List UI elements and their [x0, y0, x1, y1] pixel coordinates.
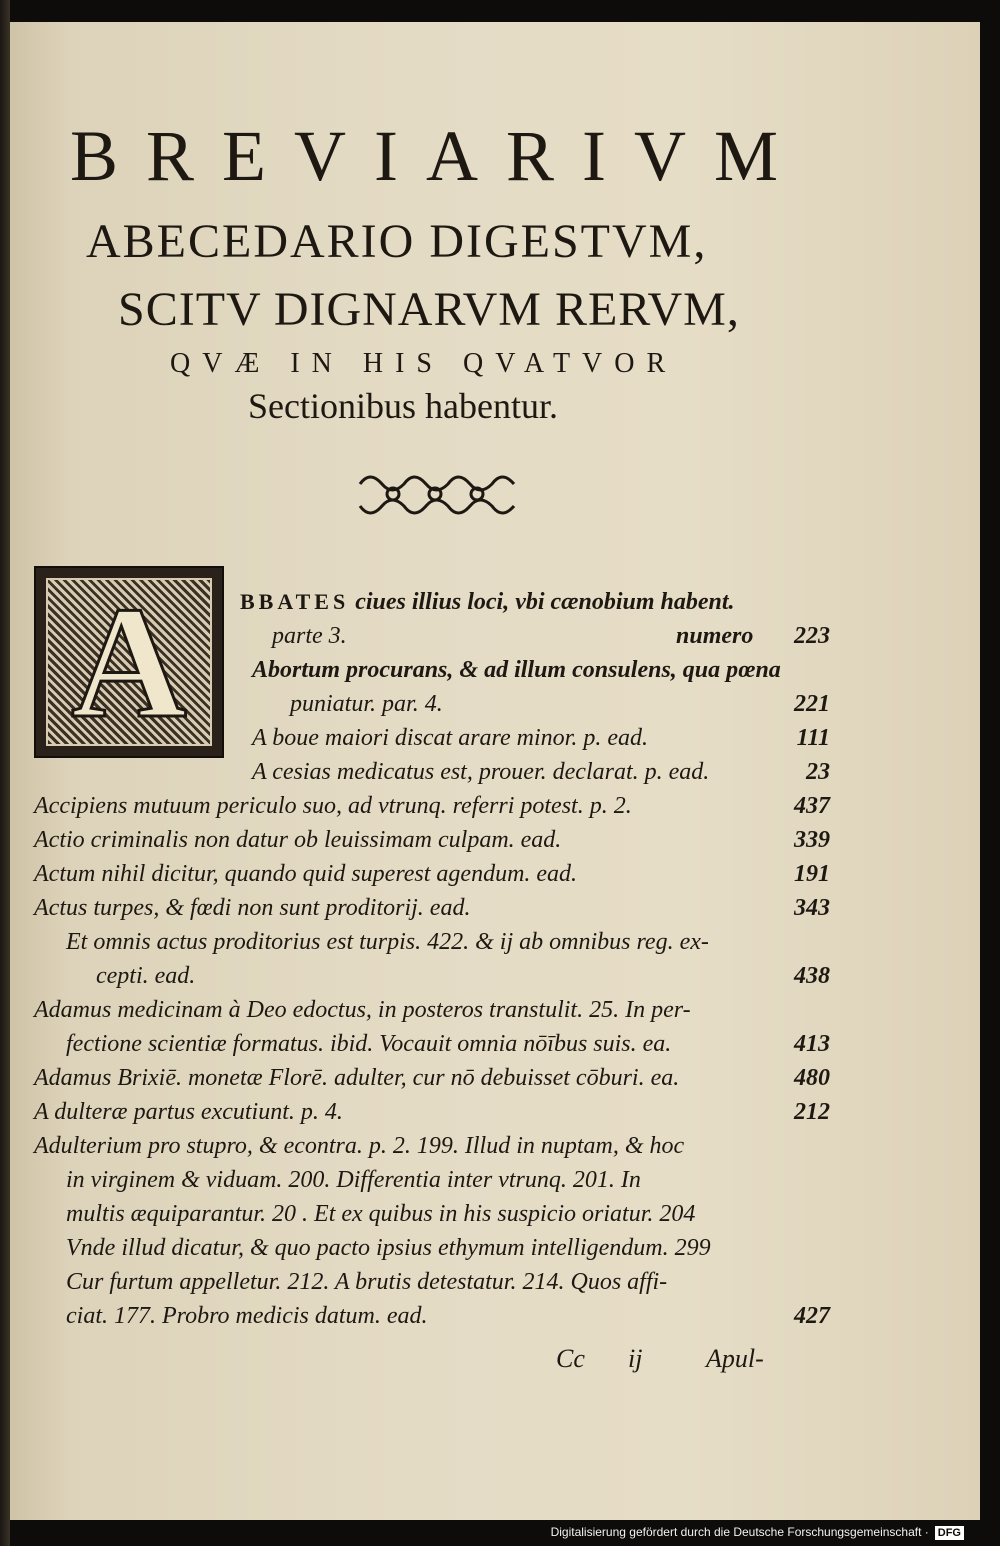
title-line-1: BREVIARIVM — [70, 116, 807, 196]
decorated-initial — [34, 566, 224, 758]
ornament-icon — [350, 466, 520, 522]
entry-text: ciues illius loci, vbi cænobium habent. — [355, 589, 735, 615]
index-entry: ciat. 177. Probro medicis datum. ead. — [66, 1303, 428, 1329]
index-entry: Actum nihil dicitur, quando quid superest agendum. ead. — [34, 861, 578, 887]
index-entry: A cesias medicatus est, prouer. declarat. p. ead. — [252, 759, 710, 785]
page-number: 191 — [794, 861, 830, 887]
entry-head: BBATES — [240, 589, 350, 614]
book-page — [10, 22, 980, 1520]
index-entry: Adamus medicinam à Deo edoctus, in posteros transtulit. 25. In per- — [34, 997, 691, 1023]
page-number: 339 — [794, 827, 830, 853]
index-entry: Accipiens mutuum periculo suo, ad vtrunq. referri potest. p. 2. — [34, 793, 632, 819]
index-entry: Adamus Brixiē. monetæ Florē. adulter, cur nō debuisset cōburi. ea. — [34, 1065, 680, 1091]
index-entry-label: numero — [676, 623, 754, 649]
index-entry: A boue maiori discat arare minor. p. ead. — [252, 725, 648, 751]
index-entry: Actus turpes, & fœdi non sunt proditorij. ead. — [34, 895, 471, 921]
page-number: 437 — [794, 793, 830, 819]
title-line-4: QVÆ IN HIS QVATVOR — [170, 348, 678, 379]
page-number: 212 — [794, 1099, 830, 1125]
page-number: 427 — [794, 1303, 830, 1329]
initial-letter: A — [71, 573, 187, 751]
page-number: 343 — [794, 895, 830, 921]
index-entry: Abortum procurans, & ad illum consulens, qua pœna — [252, 657, 781, 683]
credit-text: Digitalisierung gefördert durch die Deutsche Forschungsgemeinschaft · — [550, 1525, 929, 1539]
page-number: 413 — [794, 1031, 830, 1057]
page-number: 480 — [794, 1065, 830, 1091]
page-number: 221 — [794, 691, 830, 717]
index-entry: parte 3. — [272, 623, 347, 649]
index-entry: multis æquiparantur. 20 . Et ex quibus in his suspicio oriatur. 204 — [66, 1201, 696, 1227]
title-line-5: Sectionibus habentur. — [248, 386, 558, 426]
catchword: Apul- — [706, 1344, 764, 1373]
title-line-2: ABECEDARIO DIGESTVM, — [86, 215, 708, 268]
index-entry: puniatur. par. 4. — [290, 691, 443, 717]
signature-mark: Cc — [556, 1344, 585, 1373]
index-entry: Actio criminalis non datur ob leuissimam culpam. ead. — [34, 827, 562, 853]
index-entry: cepti. ead. — [96, 963, 196, 989]
digitization-credit — [551, 1524, 964, 1540]
page-number: 223 — [794, 623, 830, 649]
page-number: 438 — [794, 963, 830, 989]
page-number: 111 — [796, 725, 830, 751]
index-entry: fectione scientiæ formatus. ibid. Vocauit omnia nōībus suis. ea. — [66, 1031, 672, 1057]
index-entry: Et omnis actus proditorius est turpis. 422. & ij ab omnibus reg. ex- — [66, 929, 709, 955]
book-spine — [0, 0, 10, 1546]
folio-mark: ij — [628, 1344, 643, 1373]
dfg-logo: DFG — [935, 1526, 964, 1540]
index-entry: Vnde illud dicatur, & quo pacto ipsius ethymum intelligendum. 299 — [66, 1235, 711, 1261]
index-entry — [240, 590, 735, 614]
title-line-3: SCITV DIGNARVM RERVM, — [118, 283, 740, 336]
index-entry: in virginem & viduam. 200. Differentia inter vtrunq. 201. In — [66, 1167, 641, 1193]
index-entry: Cur furtum appelletur. 212. A brutis detestatur. 214. Quos affi- — [66, 1269, 668, 1295]
page-number: 23 — [806, 759, 830, 785]
index-entry: A dulteræ partus excutiunt. p. 4. — [34, 1099, 343, 1125]
index-entry: Adulterium pro stupro, & econtra. p. 2. 199. Illud in nuptam, & hoc — [34, 1133, 685, 1159]
